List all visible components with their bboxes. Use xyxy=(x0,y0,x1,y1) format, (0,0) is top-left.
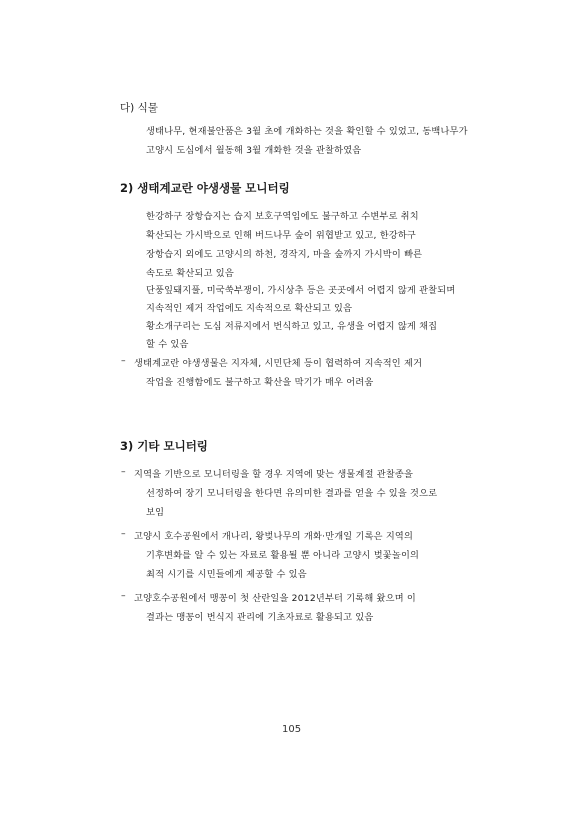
dash-bullet: – xyxy=(121,355,126,366)
paragraph-line: 작업을 진행함에도 불구하고 확산을 막기가 매우 어려움 xyxy=(146,377,374,388)
page-number: 105 xyxy=(282,724,302,735)
subsection-title-plants: 다) 식물 xyxy=(120,102,158,114)
paragraph-line: 생태나무, 현재불안품은 3월 초에 개화하는 것을 확인할 수 있었고, 동백나무가 xyxy=(146,126,468,137)
paragraph-line: 지속적인 제거 작업에도 지속적으로 확산되고 있음 xyxy=(146,303,353,314)
paragraph-line: 보임 xyxy=(146,507,165,518)
paragraph-line: 속도로 확산되고 있음 xyxy=(146,268,234,279)
section-title-invasive-monitoring: 2) 생태계교란 야생생물 모니터링 xyxy=(120,181,290,195)
dash-bullet: – xyxy=(121,590,126,601)
paragraph-line: 지역을 기반으로 모니터링을 할 경우 지역에 맞는 생물계절 관찰종을 xyxy=(134,469,414,480)
paragraph-line: 결과는 맹꽁이 번식지 관리에 기초자료로 활용되고 있음 xyxy=(146,612,374,623)
paragraph-line: 생태계교란 야생생물은 지자체, 시민단체 등이 협력하여 지속적인 제거 xyxy=(134,358,423,369)
paragraph-line: 고양시 도심에서 월동해 3월 개화한 것을 관찰하였음 xyxy=(146,145,362,156)
paragraph-line: 확산되는 가시박으로 인해 버드나무 숲이 위협받고 있고, 한강하구 xyxy=(146,230,416,241)
section-title-other-monitoring: 3) 기타 모니터링 xyxy=(120,439,208,453)
paragraph-line: 할 수 있음 xyxy=(146,339,189,350)
paragraph-line: 고양시 호수공원에서 개나리, 왕벚나무의 개화·만개일 기록은 지역의 xyxy=(134,531,414,542)
paragraph-line: 선정하여 장기 모니터링을 한다면 유의미한 결과를 얻을 수 있을 것으로 xyxy=(146,488,438,499)
paragraph-line: 한강하구 장항습지는 습지 보호구역임에도 불구하고 수변부로 취치 xyxy=(146,211,419,222)
paragraph-line: 단풍잎돼지풀, 미국쑥부쟁이, 가시상추 등은 곳곳에서 어렵지 않게 관찰되며 xyxy=(146,285,456,296)
dash-bullet: – xyxy=(121,528,126,539)
paragraph-line: 기후변화를 알 수 있는 자료로 활용될 뿐 아니라 고양시 벚꽃놀이의 xyxy=(146,550,420,561)
paragraph-line: 고양호수공원에서 맹꽁이 첫 산란일을 2012년부터 기록해 왔으며 이 xyxy=(134,593,416,604)
paragraph-line: 장항습지 외에도 고양시의 하천, 경작지, 마을 숲까지 가시박이 빠른 xyxy=(146,249,423,260)
paragraph-line: 황소개구리는 도심 저류지에서 번식하고 있고, 유생을 어렵지 않게 채집 xyxy=(146,321,438,332)
paragraph-line: 최적 시기를 시민들에게 제공할 수 있음 xyxy=(146,569,307,580)
dash-bullet: – xyxy=(121,466,126,477)
